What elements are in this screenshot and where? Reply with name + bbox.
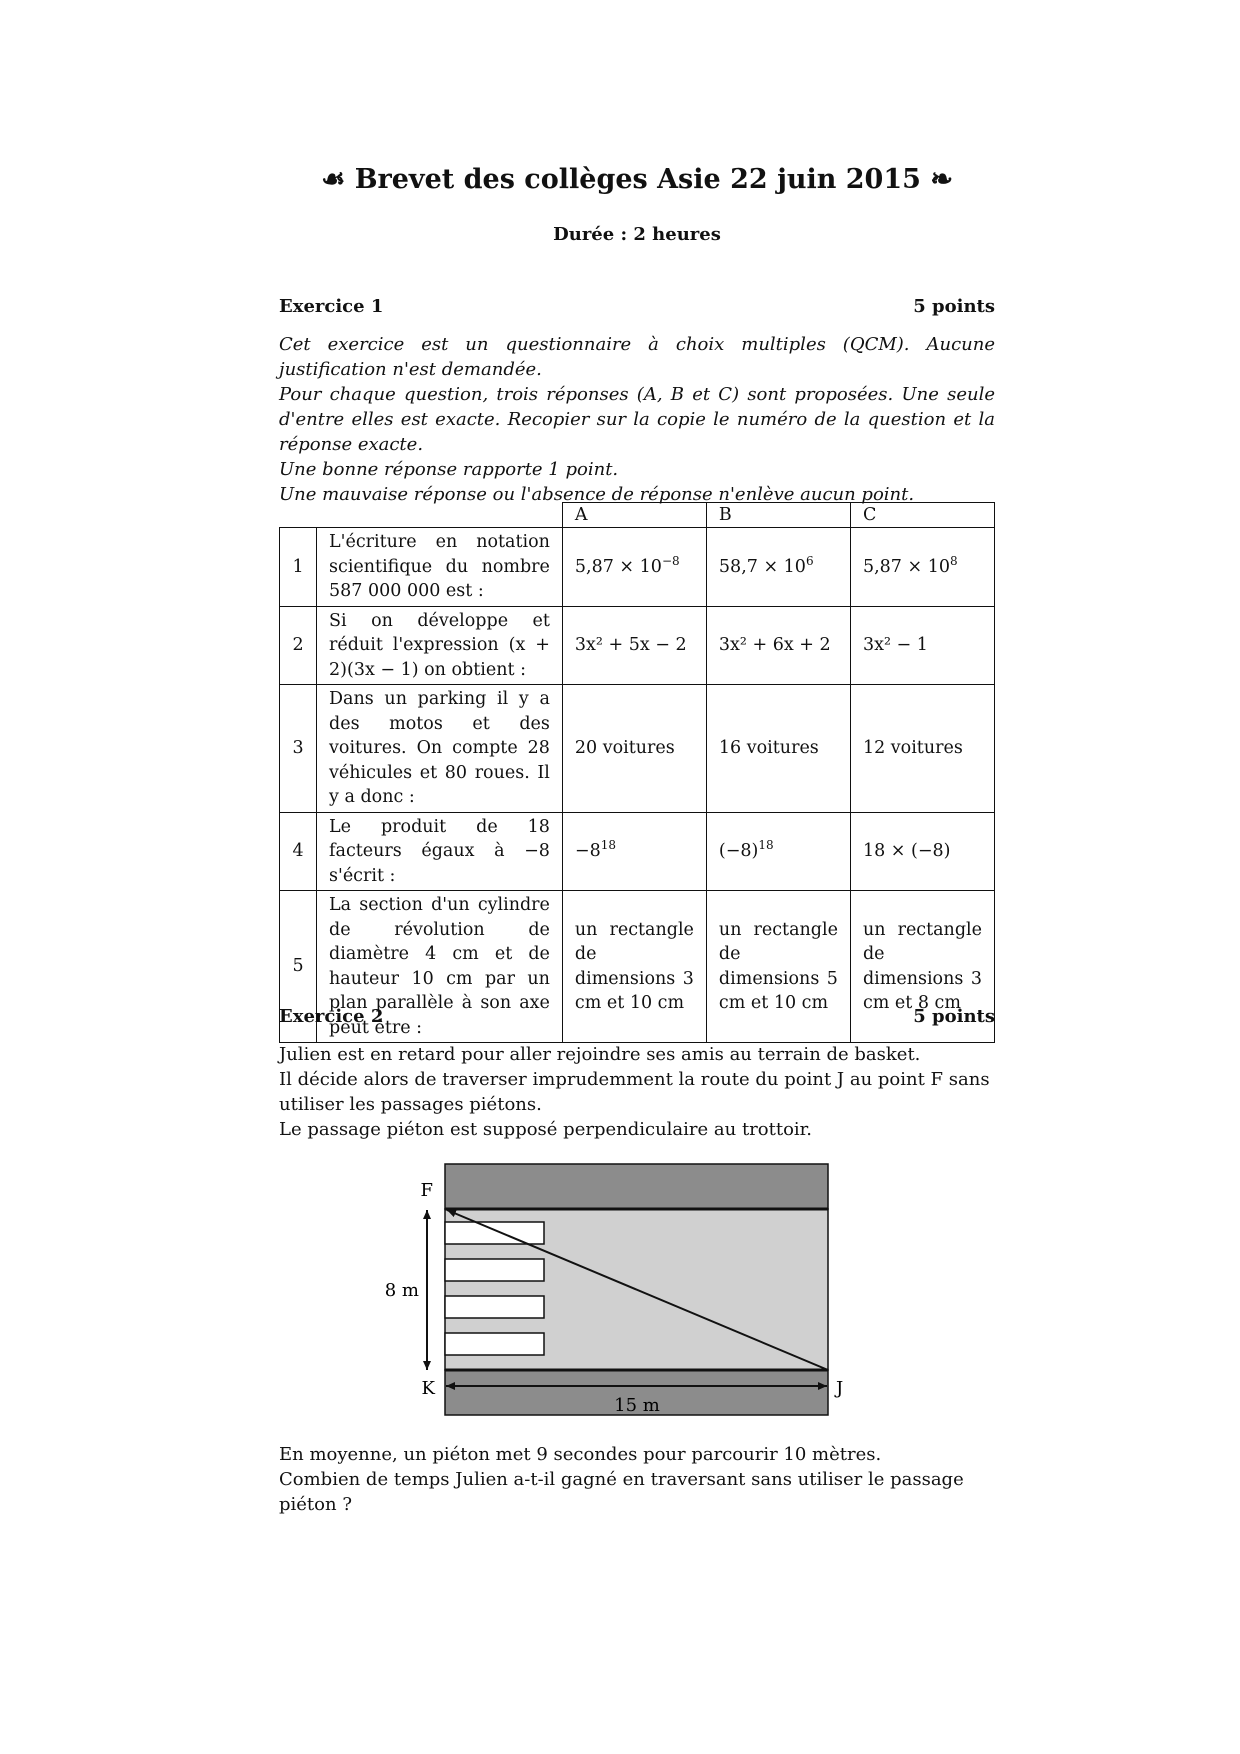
- width-label: 8 m: [384, 1280, 419, 1301]
- question-text: L'écriture en notation scientifique du nombre 587 000 000 est :: [317, 528, 563, 607]
- answer-a: $5,87 \times 10^{-8}$: [562, 528, 706, 607]
- instruction-line: Cet exercice est un questionnaire à choix multiples (QCM). Aucune justification n'est demandée.: [279, 334, 995, 380]
- question-number: 1: [280, 528, 317, 607]
- answer-b: 16 voitures: [706, 685, 850, 813]
- question-text: Dans un parking il y a des motos et des voitures. On compte 28 véhicules et 80 roues. Il y a donc :: [317, 685, 563, 813]
- crosswalk-stripe: [445, 1259, 544, 1281]
- answer-a: $-8^{18}$: [562, 812, 706, 891]
- question-number: 4: [280, 812, 317, 891]
- table-row: [280, 606, 995, 685]
- intro-line: Le passage piéton est supposé perpendiculaire au trottoir.: [279, 1119, 813, 1140]
- instruction-line: Une mauvaise réponse ou l'absence de réponse n'enlève aucun point.: [279, 484, 915, 505]
- question-number: 5: [280, 891, 317, 1043]
- page-title: [279, 164, 995, 195]
- instruction-line: Une bonne réponse rapporte 1 point.: [279, 459, 619, 480]
- exercise2-closing: [279, 1442, 995, 1517]
- exercise1-instructions: [279, 332, 995, 507]
- answer-a: un rectangle de dimensions 3 cm et 10 cm: [562, 891, 706, 1043]
- top-sidewalk: [445, 1164, 828, 1209]
- answer-c: 3x² − 1: [850, 606, 994, 685]
- point-k-label: K: [421, 1378, 435, 1399]
- answer-b: un rectangle de dimensions 5 cm et 10 cm: [706, 891, 850, 1043]
- crosswalk-stripe: [445, 1222, 544, 1244]
- column-header-a: A: [562, 503, 706, 528]
- exercise2-title: Exercice 2: [279, 1006, 384, 1027]
- column-header-c: C: [850, 503, 994, 528]
- duration: Durée : 2 heures: [553, 224, 721, 245]
- road-crossing-figure: [279, 1150, 995, 1430]
- closing-line: En moyenne, un piéton met 9 secondes pour parcourir 10 mètres.: [279, 1444, 882, 1465]
- table-row: [280, 812, 995, 891]
- answer-b: $58,7 \times 10^6$: [706, 528, 850, 607]
- intro-line: Il décide alors de traverser imprudemment la route du point J au point F sans utiliser les passages piétons.: [279, 1069, 990, 1115]
- answer-c: un rectangle de dimensions 3 cm et 8 cm: [850, 891, 994, 1043]
- ornament-right: ❧: [930, 164, 953, 195]
- question-number: 2: [280, 606, 317, 685]
- blank-cell: [280, 503, 317, 528]
- crosswalk-stripe: [445, 1296, 544, 1318]
- exercise1-points: 5 points: [913, 296, 995, 317]
- blank-cell: [317, 503, 563, 528]
- closing-line: Combien de temps Julien a-t-il gagné en traversant sans utiliser le passage piéton ?: [279, 1469, 964, 1515]
- answer-c: $5,87 \times 10^8$: [850, 528, 994, 607]
- exercise1-header: [279, 296, 995, 317]
- table-row: [280, 685, 995, 813]
- exercise2-intro: [279, 1042, 995, 1142]
- point-f-label: F: [420, 1180, 433, 1201]
- intro-line: Julien est en retard pour aller rejoindre ses amis au terrain de basket.: [279, 1044, 921, 1065]
- question-number: 3: [280, 685, 317, 813]
- ornament-left: ☙: [321, 164, 346, 195]
- qcm-table: [279, 502, 995, 1043]
- answer-a: 3x² + 5x − 2: [562, 606, 706, 685]
- answer-c: 12 voitures: [850, 685, 994, 813]
- exercise2-header: [279, 1006, 995, 1027]
- answer-b: 3x² + 6x + 2: [706, 606, 850, 685]
- exercise2-points: 5 points: [913, 1006, 995, 1027]
- table-header-row: [280, 503, 995, 528]
- exercise1-title: Exercice 1: [279, 296, 384, 317]
- length-label: 15 m: [614, 1395, 660, 1416]
- instruction-line: Pour chaque question, trois réponses (A, B et C) sont proposées. Une seule d'entre elles est exacte. Recopier sur la copie le numéro de la question et la réponse exacte.: [279, 384, 995, 455]
- question-text: La section d'un cylindre de révolution de diamètre 4 cm et de hauteur 10 cm par un plan parallèle à son axe peut être :: [317, 891, 563, 1043]
- question-text: Si on développe et réduit l'expression (x + 2)(3x − 1) on obtient :: [317, 606, 563, 685]
- answer-a: 20 voitures: [562, 685, 706, 813]
- answer-c: 18 × (−8): [850, 812, 994, 891]
- point-j-label: J: [836, 1378, 844, 1399]
- answer-b: $(-8)^{18}$: [706, 812, 850, 891]
- column-header-b: B: [706, 503, 850, 528]
- title-text: Brevet des collèges Asie 22 juin 2015: [354, 164, 921, 195]
- table-row: [280, 528, 995, 607]
- question-text: Le produit de 18 facteurs égaux à −8 s'écrit :: [317, 812, 563, 891]
- crosswalk-stripe: [445, 1333, 544, 1355]
